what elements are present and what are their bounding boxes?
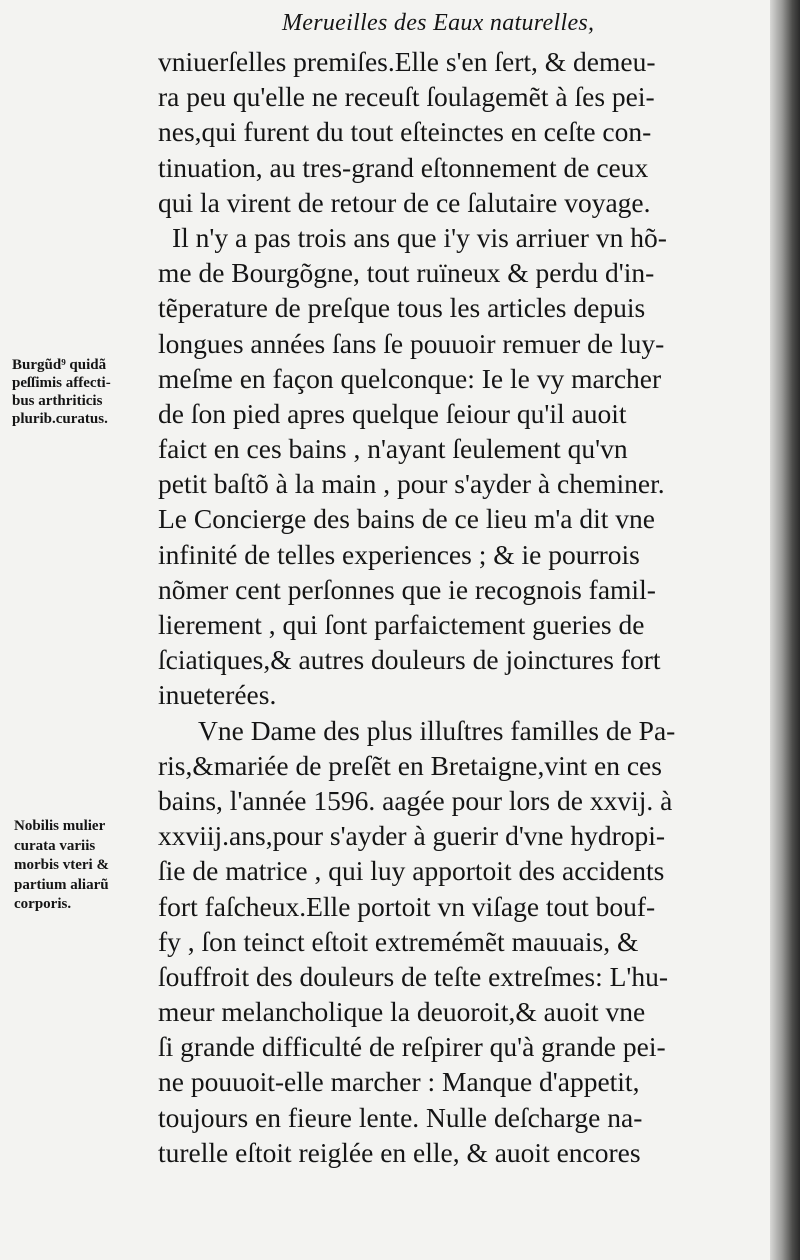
text-line: nõmer cent perſonnes que ie recognois famil- [158, 573, 656, 605]
text-line: nes,qui furent du tout eſteinctes en ceſte con- [158, 116, 652, 148]
text-line: infinité de telles experiences ; & ie pourrois [158, 538, 640, 570]
margin-note-line: corporis. [14, 896, 72, 912]
text-line: faict en ces bains , n'ayant ſeulement qu'vn [158, 433, 628, 465]
text-line: ris,&mariée de preſẽt en Bretaigne,vint en ces [158, 749, 662, 781]
margin-note-line: bus arthriticis [12, 393, 103, 409]
text-line: tinuation, au tres-grand eſtonnement de ceux [158, 151, 649, 183]
text-line: ra peu qu'elle ne receuſt ſoulagemẽt à ſes pei- [158, 81, 655, 113]
text-line: toujours en fieure lente. Nulle deſcharge na- [158, 1101, 643, 1133]
text-line: ne pouuoit-elle marcher : Manque d'appetit, [158, 1066, 640, 1098]
text-line: meur melancholique la deuoroit,& auoit vne [158, 996, 646, 1028]
text-line: ſouffroit des douleurs de teſte extreſmes: L'hu- [158, 960, 668, 992]
bleed-through-text [0, 30, 150, 50]
text-line: ſi grande difficulté de reſpirer qu'à grande pei- [158, 1031, 666, 1063]
page-gutter-shadow [770, 0, 800, 1260]
text-line: Le Concierge des bains de ce lieu m'a dit vne [158, 503, 655, 535]
margin-note-line: Burgũd⁹ quidã [12, 357, 107, 373]
margin-note-line: morbis vteri & [14, 857, 109, 873]
text-line: petit baſtõ à la main , pour s'ayder à cheminer. [158, 468, 665, 500]
text-line: qui la virent de retour de ce ſalutaire voyage. [158, 186, 651, 218]
margin-note-line: plurib.curatus. [12, 411, 108, 427]
text-line: longues années ſans ſe pouuoir remuer de luy- [158, 327, 665, 359]
text-line: turelle eſtoit reiglée en elle, & auoit encores [158, 1136, 641, 1168]
paragraph-start-line: Vne Dame des plus illuſtres familles de Pa- [198, 714, 676, 746]
text-line: fy , ſon teinct eſtoit extremémẽt mauuais, & [158, 925, 639, 957]
text-line: de ſon pied apres quelque ſeiour qu'il auoit [158, 397, 627, 429]
text-line: fort faſcheux.Elle portoit vn viſage tout bouf- [158, 890, 656, 922]
text-line: meſme en façon quelconque: Ie le vy marcher [158, 362, 662, 394]
text-line: lierement , qui ſont parfaictement gueries de [158, 609, 645, 640]
text-line: me de Bourgõgne, tout ruïneux & perdu d'in- [158, 257, 655, 289]
text-line: xxviij.ans,pour s'ayder à guerir d'vne hydropi- [158, 820, 666, 852]
text-line: bains, l'année 1596. aagée pour lors de xxvij. à [158, 784, 673, 816]
text-line: inueterées. [158, 679, 277, 711]
text-line: ſciatiques,& autres douleurs de joinctures fort [158, 644, 661, 676]
text-line: ſie de matrice , qui luy apportoit des accidents [158, 855, 665, 887]
running-head: Merueilles des Eaux naturelles, [282, 10, 595, 36]
margin-note-line: Nobilis mulier [14, 818, 106, 834]
text-line: tẽperature de preſque tous les articles depuis [158, 292, 646, 324]
margin-note-noblewoman [14, 817, 166, 915]
margin-note-burgundian [12, 356, 164, 428]
body-text [158, 44, 762, 1170]
margin-note-line: partium aliarũ [14, 876, 109, 893]
margin-note-line: peſſimis affecti- [12, 375, 111, 391]
text-line: vniuerſelles premiſes.Elle s'en ſert, & demeu- [158, 46, 656, 77]
margin-note-line: curata variis [14, 837, 96, 854]
paragraph-start-line: Il n'y a pas trois ans que i'y vis arriuer vn hõ- [172, 221, 667, 253]
